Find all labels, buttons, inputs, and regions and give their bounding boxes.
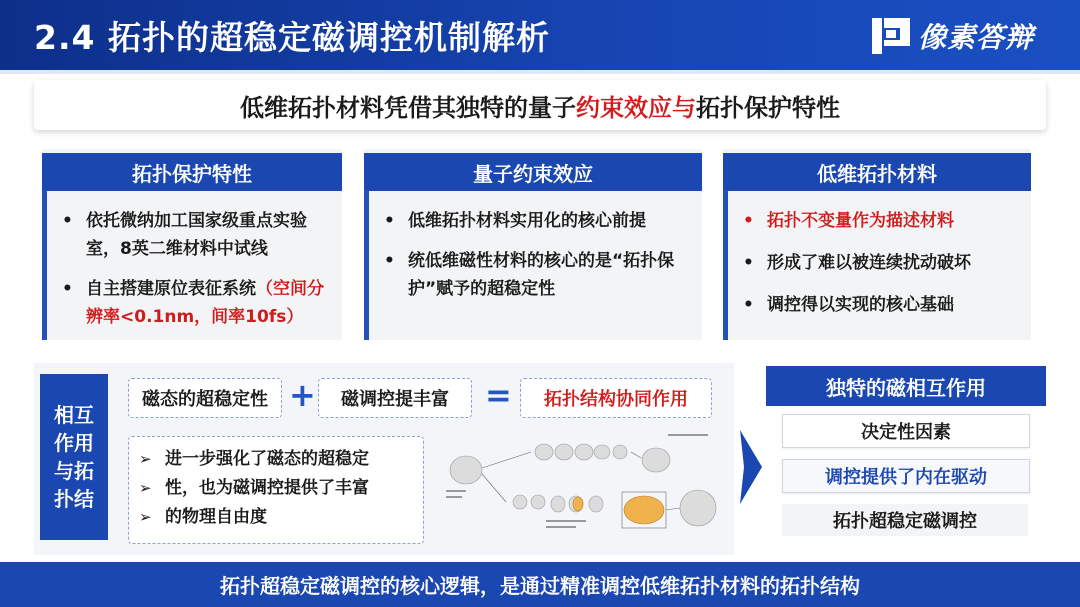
brand-name: 像素答辩 (917, 21, 1034, 54)
page-title: 2.4 拓扑的超稳定磁调控机制解析 (34, 18, 550, 57)
footer-bar: 拓扑超稳定磁调控的核心逻辑，是通过精准调控低维拓扑材料的拓扑结构 (0, 562, 1080, 607)
header-bar (0, 0, 1080, 70)
arrow-list (139, 445, 369, 532)
subtitle-part1: 低维拓扑材料凭借其独特的量子 (240, 93, 576, 122)
column-topology-protection (42, 149, 342, 340)
subtitle-part2: 拓扑保护特性 (696, 93, 840, 122)
interaction-label: 相互作用与拓扑结 (40, 374, 108, 540)
right-panel-heading: 独特的磁相互作用 (766, 366, 1046, 406)
plus-sign: + (289, 376, 316, 414)
bullet-item: • 拓扑不变量作为描述材料 (741, 207, 1021, 235)
bullet-list (382, 207, 692, 315)
brand-logo-icon (872, 18, 910, 54)
term-magnetic-stability: 磁态的超稳定性 (128, 378, 282, 418)
bullet-item: • 调控得以实现的核心基础 (741, 291, 1021, 319)
bullet-item: • 自主搭建原位表征系统（空间分辨率<0.1nm，间率10fs） (60, 275, 332, 331)
column-low-dim-materials (723, 149, 1031, 340)
equals-sign: = (485, 376, 512, 414)
brand (872, 16, 1034, 56)
right-item-intrinsic-drive: 调控提供了内在驱动 (782, 459, 1030, 493)
skyrmion-diagram-image (436, 430, 726, 546)
term-magnetic-control: 磁调控提丰富 (318, 378, 472, 418)
interaction-points-box (128, 436, 424, 544)
bullet-list (60, 207, 332, 343)
chevron-right-icon (740, 430, 762, 504)
right-item-ultrastable-control: 拓扑超稳定磁调控 (782, 504, 1028, 536)
header-divider (0, 70, 1080, 74)
right-item-decisive-factor: 决定性因素 (782, 414, 1030, 448)
column-accent-bar (42, 190, 47, 340)
subtitle-highlight: 约束效应与 (576, 93, 696, 122)
bullet-list (741, 207, 1021, 333)
column-heading: 低维拓扑材料 (723, 153, 1031, 191)
arrow-item: ➢ 的物理自由度 (139, 503, 369, 532)
arrow-item: ➢ 性，也为磁调控提供了丰富 (139, 474, 369, 503)
term-synergy-result: 拓扑结构协同作用 (520, 378, 712, 418)
arrow-item: ➢ 进一步强化了磁态的超稳定 (139, 445, 369, 474)
bullet-item: • 统低维磁性材料的核心的是“拓扑保护”赋予的超稳定性 (382, 247, 692, 303)
bullet-item: • 形成了难以被连续扰动破坏 (741, 249, 1021, 277)
subtitle-banner (34, 80, 1046, 130)
column-accent-bar (723, 190, 728, 340)
column-heading: 量子约束效应 (364, 153, 702, 191)
bullet-item: • 低维拓扑材料实用化的核心前提 (382, 207, 692, 235)
column-heading: 拓扑保护特性 (42, 153, 342, 191)
column-accent-bar (364, 190, 369, 340)
bullet-item: • 依托微纳加工国家级重点实验室，8英二维材料中试线 (60, 207, 332, 263)
column-quantum-confinement (364, 149, 702, 340)
